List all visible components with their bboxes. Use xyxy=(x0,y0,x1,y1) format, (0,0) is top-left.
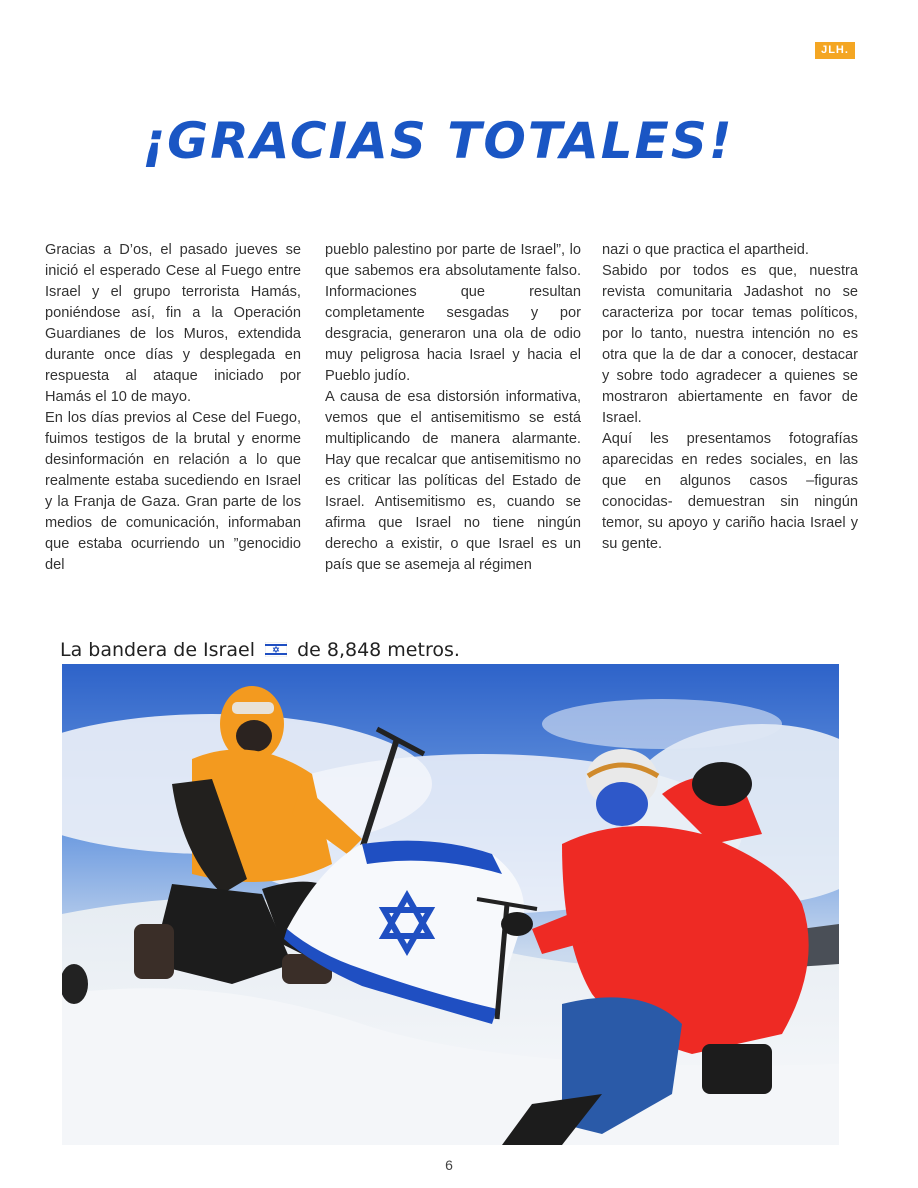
photo-caption xyxy=(60,639,460,661)
paragraph: A causa de esa distorsión informativa, vemos que el antisemitismo se está multiplicando de manera alarmante. Hay que recalcar que antisemitismo no es criticar las políticas del Estado de Israel. Antisemitismo es, cuando se afirma que Israel no tiene ningún derecho a existir, o que Israel es un país que se asemeja al régimen xyxy=(325,389,581,573)
israel-flag-icon xyxy=(265,642,287,657)
paragraph: En los días previos al Cese del Fuego, fuimos testigos de la brutal y enorme desinformación en relación a lo que realmente estaba sucediendo en Israel y la Franja de Gaza. Gran parte de los medios de comunicación, informaban que estaba ocurriendo un ”genocidio del xyxy=(45,410,301,573)
caption-text-end: de 8,848 metros. xyxy=(297,639,460,661)
paragraph: Sabido por todos es que, nuestra revista comunitaria Jadashot no se caracteriza por tocar temas políticos, por lo tanto, nuestra intención no es otra que la de dar a conocer, destacar y sobre todo agradecer a quienes se mostraron abiertamente en favor de Israel. xyxy=(602,263,858,426)
article-column-2 xyxy=(325,240,581,576)
article-column-1 xyxy=(45,240,301,576)
caption-text-start: La bandera de Israel xyxy=(60,639,255,661)
magazine-tag: JLH. xyxy=(815,42,855,59)
paragraph: nazi o que practica el apartheid. xyxy=(602,242,809,258)
page-title: ¡GRACIAS TOTALES! xyxy=(142,112,734,170)
paragraph: Gracias a D’os, el pasado jueves se inició el esperado Cese al Fuego entre Israel y el grupo terrorista Hamás, poniéndose así, fin a la Operación Guardianes de los Muros, extendida durante once días y desplegada en respuesta al ataque iniciado por Hamás el 10 de mayo. xyxy=(45,242,301,405)
page-number: 6 xyxy=(445,1157,453,1173)
article-column-3 xyxy=(602,240,858,555)
paragraph: pueblo palestino por parte de Israel”, lo que sabemos era absolutamente falso. Informaciones que resultan completamente sesgadas y por desgracia, generaron una ola de odio muy peligrosa hacia Israel y hacia el Pueblo judío. xyxy=(325,242,581,384)
summit-photo xyxy=(62,664,839,1145)
paragraph: Aquí les presentamos fotografías aparecidas en redes sociales, en las que en algunos casos –figuras conocidas- demuestran sin ningún temor, su apoyo y cariño hacia Israel y su gente. xyxy=(602,431,858,552)
